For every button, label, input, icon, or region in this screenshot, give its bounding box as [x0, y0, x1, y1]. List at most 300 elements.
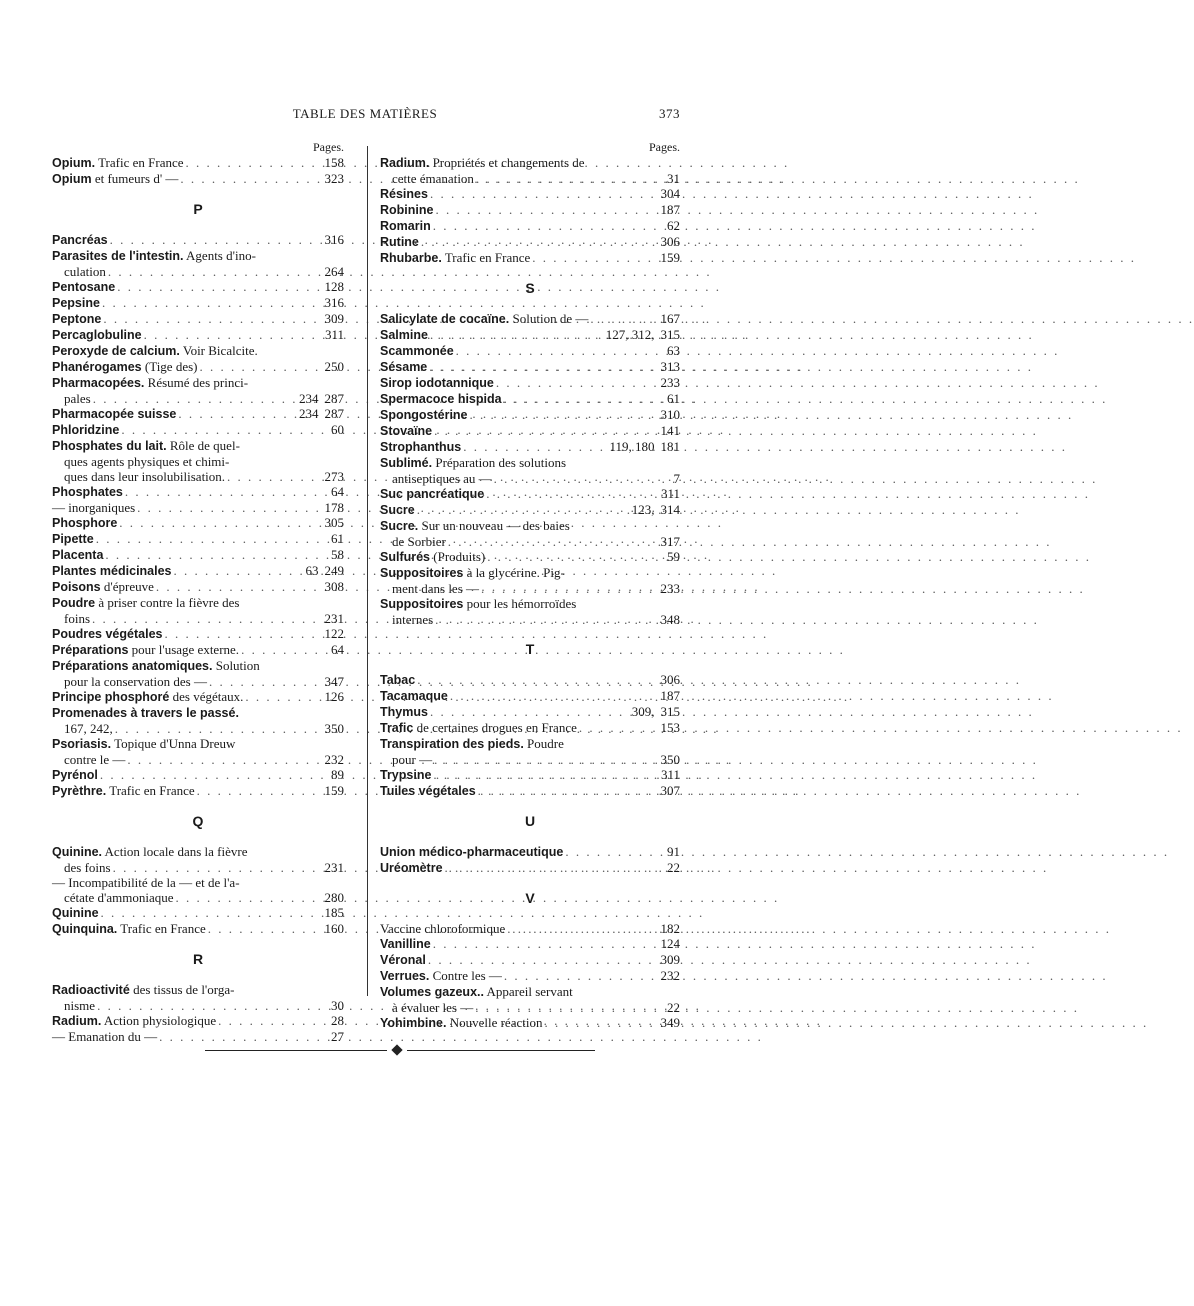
page-ref: 309	[324, 311, 344, 326]
dot-leader	[105, 547, 316, 562]
dot-leader	[433, 767, 652, 782]
entry-keyword: Sublimé.	[380, 456, 433, 470]
entry-text	[52, 171, 178, 187]
page-ref: 350	[324, 721, 344, 736]
entry-continuation	[52, 611, 344, 626]
page-ref: 58	[331, 547, 344, 562]
pages-heading: Pages.	[649, 140, 680, 154]
entry-keyword: Union médico-pharmaceutique	[380, 845, 564, 859]
entry-detail: Poudre	[523, 736, 564, 751]
entry-text	[380, 952, 426, 968]
dot-leader	[92, 611, 316, 626]
entry-text	[52, 311, 101, 327]
page-ref: 347	[324, 674, 344, 689]
page-ref: 305	[324, 515, 344, 530]
dot-leader	[565, 844, 652, 859]
entry-text	[380, 921, 505, 936]
dot-leader	[227, 469, 316, 484]
page-ref: 181	[660, 439, 680, 454]
entry-text	[52, 295, 100, 311]
index-entry	[380, 423, 680, 439]
entry-text	[52, 155, 184, 171]
index-entry	[52, 658, 344, 674]
entry-detail: pour les hémorroïdes	[463, 596, 577, 611]
entry-text	[380, 565, 565, 581]
page-ref: 280	[324, 890, 344, 905]
index-entry	[380, 518, 680, 534]
index-entry	[380, 234, 680, 250]
entry-keyword: Pharmacopées.	[52, 376, 145, 390]
page-ref: 233	[660, 581, 680, 596]
entry-keyword: Placenta	[52, 548, 104, 562]
index-entry	[52, 767, 344, 783]
entry-keyword: Phosphore	[52, 516, 118, 530]
entry-text	[52, 783, 195, 799]
entry-keyword: Salicylate de cocaïne.	[380, 312, 510, 326]
entry-text	[52, 422, 119, 438]
entry-text	[380, 704, 428, 720]
entry-detail: ques dans leur insolubilisation.	[64, 469, 226, 484]
entry-keyword: Opium.	[52, 156, 96, 170]
dot-leader	[417, 502, 627, 517]
entry-text	[380, 250, 530, 266]
entry-text	[52, 1029, 157, 1044]
entry-detail: Contre les —	[429, 968, 502, 983]
entry-detail: Sur un nouveau — des baies	[418, 518, 570, 533]
entry-keyword: Poudre	[52, 596, 96, 610]
page-ref: 28	[331, 1013, 344, 1028]
dot-leader	[208, 921, 316, 936]
entry-detail: d'épreuve	[100, 579, 154, 594]
entry-detail: Topique d'Unna Dreuw	[111, 736, 236, 751]
entry-keyword: Principe phosphoré	[52, 690, 170, 704]
page-ref: 313	[660, 359, 680, 374]
entry-detail: Action locale dans la fièvre	[102, 844, 248, 859]
dot-leader	[486, 486, 652, 501]
entry-text	[380, 391, 502, 407]
entry-keyword: Résines	[380, 187, 428, 201]
index-entry	[52, 783, 344, 799]
dot-leader	[504, 968, 652, 983]
page-ref: 315	[660, 327, 680, 342]
entry-detail: Appareil servant	[483, 984, 573, 999]
entry-detail: antiseptiques au —	[392, 471, 492, 486]
diamond-icon	[391, 1044, 402, 1055]
page-ref: 231	[324, 860, 344, 875]
entry-detail: (Tige des)	[141, 359, 198, 374]
page-ref: 91	[667, 844, 680, 859]
dot-leader	[430, 704, 627, 719]
entry-detail: de Sorbier	[392, 534, 446, 549]
entry-keyword: Uréomètre	[380, 861, 443, 875]
index-entry	[52, 155, 344, 171]
entry-detail: chloroformique	[421, 921, 506, 936]
page-ref: 314	[660, 502, 680, 517]
index-entry	[52, 500, 344, 515]
entry-text	[52, 642, 239, 658]
page-ref: 287	[324, 391, 344, 406]
dot-leader	[430, 327, 604, 342]
index-entry	[52, 438, 344, 454]
entry-continuation	[52, 721, 344, 736]
dot-leader	[121, 422, 316, 437]
dot-leader	[180, 171, 316, 186]
entry-detail: à priser contre la fièvre des	[95, 595, 240, 610]
index-entry	[52, 343, 344, 359]
page-ref: 122	[324, 626, 344, 641]
index-entry	[380, 250, 680, 266]
entry-detail: des végétaux.	[169, 689, 244, 704]
entry-continuation	[52, 998, 344, 1013]
entry-keyword: —	[52, 1029, 65, 1044]
dot-leader	[115, 721, 316, 736]
page-ref: 22	[667, 1000, 680, 1015]
page-ref: 306	[660, 672, 680, 687]
entry-text	[380, 343, 454, 359]
page-ref: 158	[324, 155, 344, 170]
index-entry	[52, 705, 344, 721]
entry-detail: nisme	[64, 998, 96, 1013]
entry-continuation: ques agents physiques et chimi-	[64, 454, 230, 469]
entry-text	[52, 547, 103, 563]
dot-leader	[435, 202, 652, 217]
index-entry	[380, 783, 680, 799]
dot-leader	[532, 250, 652, 265]
entry-keyword: Pipette	[52, 532, 94, 546]
entry-keyword: Radium.	[380, 156, 430, 170]
entry-keyword: Pyrénol	[52, 768, 98, 782]
entry-continuation	[380, 471, 680, 486]
entry-detail: Agents d'ino-	[183, 248, 256, 263]
page-ref: 264	[324, 264, 344, 279]
entry-keyword: Stovaïne	[380, 424, 433, 438]
entry-detail: à évaluer les —	[392, 1000, 474, 1015]
entry-continuation	[52, 752, 344, 767]
index-entry	[380, 439, 680, 455]
index-entry	[380, 720, 680, 736]
entry-text	[380, 1015, 542, 1031]
entry-keyword: Sirop iodotannique	[380, 376, 494, 390]
entry-detail: Préparation des solutions	[432, 455, 567, 470]
entry-keyword: Tabac	[380, 673, 416, 687]
entry-text	[52, 484, 123, 500]
index-entry	[380, 860, 680, 876]
column-divider	[367, 146, 368, 996]
entry-text	[380, 549, 485, 565]
page-ref: 348	[660, 612, 680, 627]
index-entry	[52, 563, 344, 579]
index-entry	[52, 406, 344, 422]
entry-text	[380, 936, 431, 952]
index-entry	[380, 565, 680, 581]
index-entry	[380, 327, 680, 343]
page-ref: 249	[324, 563, 344, 578]
page-ref: 89	[331, 767, 344, 782]
dot-leader	[496, 375, 652, 390]
end-ornament	[205, 1046, 595, 1056]
index-entry	[380, 155, 680, 171]
entry-keyword: Transpiration des pieds.	[380, 737, 524, 751]
index-entry	[380, 407, 680, 423]
index-entry	[380, 936, 680, 952]
page-ref: 309,	[631, 704, 655, 719]
dot-leader	[448, 534, 652, 549]
index-column-left	[52, 140, 344, 1044]
index-entry	[380, 704, 680, 720]
page-ref: 309	[660, 952, 680, 967]
entry-keyword: Tuiles végétales	[380, 784, 476, 798]
entry-text	[380, 455, 566, 471]
dot-leader	[487, 549, 652, 564]
entry-text	[52, 248, 256, 264]
index-entry	[380, 311, 680, 327]
page-ref: 323	[324, 171, 344, 186]
entry-continuation	[380, 1000, 680, 1015]
page-ref: 178	[324, 500, 344, 515]
entry-keyword: Préparations	[52, 643, 129, 657]
entry-text	[380, 844, 563, 860]
page-ref: 159	[660, 250, 680, 265]
page-ref: 350	[660, 752, 680, 767]
entry-text	[380, 359, 427, 375]
entry-text	[52, 658, 260, 674]
entry-keyword: Psoriasis.	[52, 737, 112, 751]
entry-keyword: Yohimbine.	[380, 1016, 447, 1030]
entry-keyword: Pentosane	[52, 280, 116, 294]
dot-leader	[445, 860, 652, 875]
page-ref: 159	[324, 783, 344, 798]
entry-text	[380, 720, 577, 736]
page-ref: 123,	[631, 502, 655, 517]
page-number: 373	[659, 106, 680, 121]
index-entry	[380, 736, 680, 752]
page-ref: 64	[331, 484, 344, 499]
entry-continuation	[52, 391, 344, 406]
section-letter: T	[525, 641, 535, 657]
entry-continuation	[52, 890, 344, 905]
entry-text	[52, 500, 135, 515]
page-ref: 306	[660, 234, 680, 249]
page-ref: 187	[660, 688, 680, 703]
entry-keyword: Sésame	[380, 360, 428, 374]
index-entry	[52, 1029, 344, 1044]
dot-leader	[144, 327, 316, 342]
dot-leader	[463, 439, 607, 454]
entry-text	[380, 984, 573, 1000]
entry-text	[380, 518, 570, 534]
entry-detail: (Produits)	[430, 549, 486, 564]
index-entry	[380, 767, 680, 783]
entry-detail: Résumé des princi-	[144, 375, 249, 390]
index-entry	[380, 186, 680, 202]
page-ref: 232	[660, 968, 680, 983]
dot-leader	[137, 500, 316, 515]
page-ref: 232	[324, 752, 344, 767]
entry-continuation	[52, 674, 344, 689]
entry-keyword: Trafic	[380, 721, 414, 735]
page-ref: 22	[667, 860, 680, 875]
entry-detail: pales	[64, 391, 91, 406]
page-ref: 153	[660, 720, 680, 735]
dot-leader	[417, 672, 652, 687]
dot-leader	[470, 407, 652, 422]
entry-keyword: Opium	[52, 172, 92, 186]
entry-detail: Solution de —	[509, 311, 589, 326]
entry-detail: inorganiques	[65, 500, 136, 515]
dot-leader	[434, 752, 652, 767]
entry-text	[380, 186, 428, 202]
section-letter: P	[193, 201, 203, 217]
dot-leader	[481, 581, 652, 596]
entry-detail: Voir Bicalcite.	[179, 343, 258, 358]
entry-keyword: Spermacoce hispida	[380, 392, 502, 406]
entry-detail: foins	[64, 611, 90, 626]
dot-leader	[178, 406, 290, 421]
entry-keyword: —	[52, 875, 65, 890]
entry-text	[52, 689, 243, 705]
dot-leader	[590, 311, 652, 326]
index-entry	[52, 375, 344, 391]
page-ref: 30	[331, 998, 344, 1013]
page-ref: 64	[331, 642, 344, 657]
entry-text	[52, 921, 206, 937]
index-entry	[380, 486, 680, 502]
entry-detail: de certaines drogues en France	[413, 720, 577, 735]
index-entry	[52, 595, 344, 611]
entry-keyword: Suppositoires	[380, 597, 464, 611]
dot-leader	[103, 311, 316, 326]
dot-leader	[428, 952, 652, 967]
entry-text	[380, 407, 468, 423]
dot-leader	[241, 642, 316, 657]
entry-text	[380, 860, 443, 876]
entry-text	[52, 705, 239, 721]
section-letter: R	[192, 951, 204, 967]
section-letter: Q	[192, 813, 204, 829]
index-entry	[380, 596, 680, 612]
page-ref: 61	[667, 391, 680, 406]
entry-keyword: Pancréas	[52, 233, 108, 247]
entry-text	[52, 279, 115, 295]
entry-keyword: Phosphates du lait.	[52, 439, 167, 453]
entry-keyword: Phosphates	[52, 485, 123, 499]
page-ref: 250	[324, 359, 344, 374]
entry-detail: et fumeurs d' —	[91, 171, 179, 186]
entry-keyword: Romarin	[380, 219, 431, 233]
index-entry	[52, 279, 344, 295]
dot-leader	[159, 1029, 316, 1044]
entry-keyword: Quinquina.	[52, 922, 118, 936]
entry-keyword: Robinine	[380, 203, 434, 217]
page-ref: 304	[660, 186, 680, 201]
dot-leader	[108, 264, 316, 279]
dot-leader	[476, 171, 652, 186]
dot-leader	[504, 391, 652, 406]
index-entry	[380, 984, 680, 1000]
dot-leader	[478, 783, 652, 798]
index-entry	[52, 642, 344, 658]
entry-continuation	[380, 534, 680, 549]
entry-keyword: Pharmacopée suisse	[52, 407, 177, 421]
entry-keyword: Promenades à travers le passé.	[52, 706, 239, 720]
index-entry	[380, 391, 680, 407]
dot-leader	[102, 295, 316, 310]
entry-keyword: Quinine.	[52, 845, 102, 859]
index-entry	[380, 455, 680, 471]
entry-detail: Solution	[212, 658, 260, 673]
entry-text	[380, 311, 588, 327]
index-entry	[52, 547, 344, 563]
entry-keyword: Poisons	[52, 580, 101, 594]
entry-keyword: Peptone	[52, 312, 102, 326]
index-entry	[52, 1013, 344, 1029]
entry-keyword: Rhubarbe.	[380, 251, 442, 265]
entry-text	[52, 767, 98, 783]
dot-leader	[429, 359, 652, 374]
page-ref: 62	[667, 218, 680, 233]
dot-leader	[119, 515, 316, 530]
entry-text	[380, 423, 432, 439]
entry-text	[380, 218, 431, 234]
entry-text	[52, 359, 197, 375]
entry-text	[52, 875, 240, 890]
entry-detail: cétate d'ammoniaque	[64, 890, 174, 905]
dot-leader	[456, 343, 652, 358]
entry-text	[52, 905, 99, 921]
entry-text	[380, 783, 476, 799]
entry-keyword: Volumes gazeux..	[380, 985, 484, 999]
index-entry	[52, 921, 344, 937]
page-ref: 311	[324, 327, 344, 342]
entry-keyword: Scammonée	[380, 344, 454, 358]
page-ref: 63	[667, 343, 680, 358]
page-ref: 127, 312,	[605, 327, 655, 342]
entry-text	[380, 234, 419, 250]
entry-text	[52, 844, 247, 860]
index-entry	[52, 232, 344, 248]
entry-detail: Trafic en France	[95, 155, 184, 170]
entry-keyword: Rutine	[380, 235, 419, 249]
entry-keyword: Sulfurés	[380, 550, 431, 564]
dot-leader	[125, 484, 316, 499]
entry-text	[380, 202, 433, 218]
page-ref: 160	[324, 921, 344, 936]
entry-keyword: Pepsine	[52, 296, 100, 310]
page-ref: 316	[324, 232, 344, 247]
index-entry	[52, 982, 344, 998]
entry-text	[52, 1013, 216, 1029]
entry-text	[380, 155, 585, 171]
entry-text	[380, 486, 484, 502]
page-ref: 287	[324, 406, 344, 421]
dot-leader	[245, 689, 316, 704]
entry-keyword: —	[52, 500, 65, 515]
entry-text	[52, 343, 258, 359]
entry-detail: Action physiologique	[101, 1013, 217, 1028]
page-ref: 310	[660, 407, 680, 422]
index-entry	[380, 218, 680, 234]
entry-continuation	[380, 612, 680, 627]
index-entry	[52, 248, 344, 264]
entry-keyword: Préparations anatomiques.	[52, 659, 213, 673]
page-ref: 185	[324, 905, 344, 920]
entry-text	[52, 626, 162, 642]
entry-text	[52, 531, 94, 547]
page-ref: 187	[660, 202, 680, 217]
entry-keyword: Radium.	[52, 1014, 102, 1028]
index-column-right	[380, 140, 680, 1031]
entry-detail: culation	[64, 264, 106, 279]
